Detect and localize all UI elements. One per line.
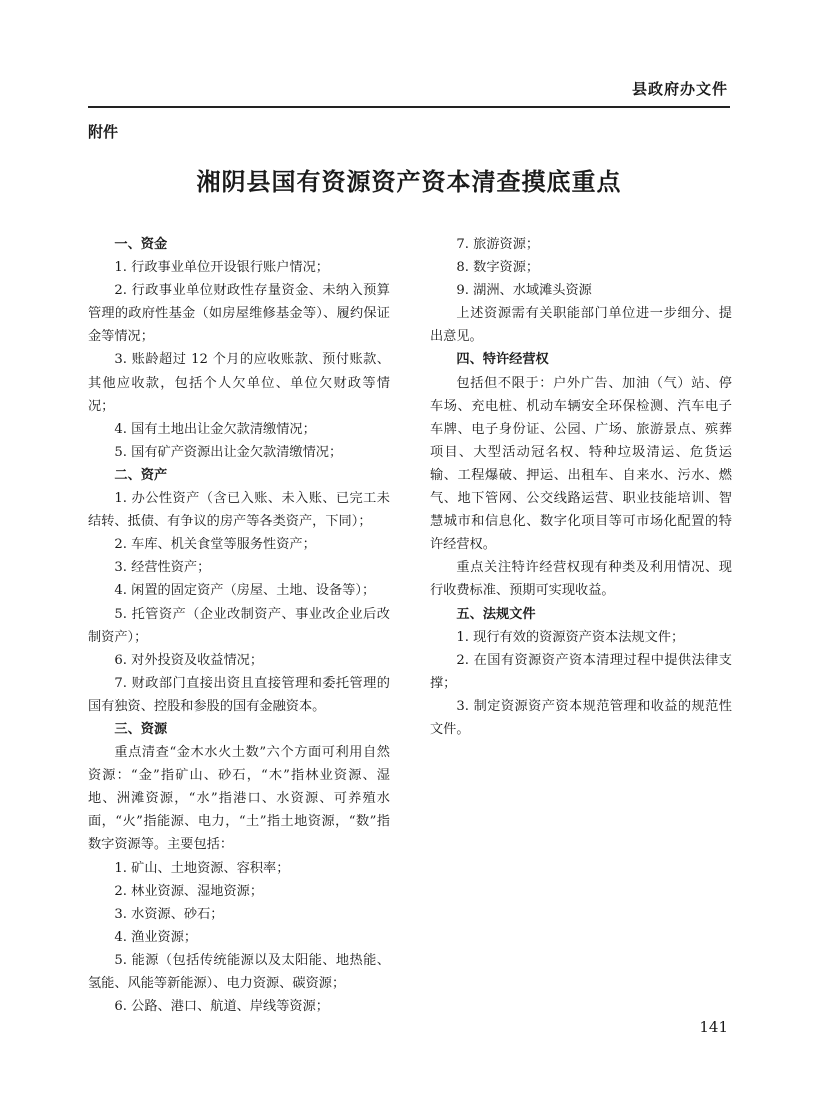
- header-rule: [88, 106, 730, 108]
- paragraph: 包括但不限于：户外广告、加油（气）站、停车场、充电桩、机动车辆安全环保检测、汽车电子车牌、电子身份证、公园、广场、旅游景点、殡葬项目、大型活动冠名权、特种垃圾清运、危货运输、工程爆破、押运、出租车、自来水、污水、燃气、地下管网、公交线路运营、职业技能培训、智慧城市和信息化、数字化项目等可市场化配置的特许经营权。: [430, 375, 732, 553]
- right-column: [430, 233, 732, 741]
- section-heading: 二、资产: [114, 467, 168, 483]
- paragraph: 重点清查“金木水火土数”六个方面可利用自然资源：“金”指矿山、砂石，“木”指林业资源、湿地、洲滩资源，“水”指港口、水资源、可养殖水面，“火”指能源、电力，“土”指土地资源，“数”指数字资源等。主要包括：: [88, 745, 390, 853]
- paragraph: 5. 国有矿产资源出让金欠款清缴情况；: [114, 444, 343, 460]
- paragraph: 1. 矿山、土地资源、容积率；: [114, 860, 290, 876]
- paragraph: 4. 渔业资源；: [114, 929, 198, 945]
- paragraph: 3. 账龄超过 12 个月的应收账款、预付账款、其他应收款，包括个人欠单位、单位欠财政等情况；: [88, 352, 390, 414]
- paragraph: 8. 数字资源；: [456, 260, 540, 276]
- section-heading: 三、资源: [114, 721, 168, 737]
- attachment-label: 附件: [88, 123, 119, 141]
- section-heading: 一、资金: [114, 237, 168, 252]
- paragraph: 6. 公路、港口、航道、岸线等资源；: [114, 999, 329, 1015]
- paragraph: 上述资源需有关职能部门单位进一步细分、提出意见。: [430, 306, 732, 345]
- paragraph: 5. 托管资产（企业改制资产、事业改企业后改制资产）；: [88, 606, 390, 645]
- paragraph: 1. 现行有效的资源资产资本法规文件；: [456, 629, 685, 645]
- paragraph: 3. 经营性资产；: [114, 560, 211, 576]
- paragraph: 3. 制定资源资产资本规范管理和收益的规范性文件。: [430, 698, 732, 737]
- paragraph: 6. 对外投资及收益情况；: [114, 652, 264, 668]
- paragraph: 7. 财政部门直接出资且直接管理和委托管理的国有独资、控股和参股的国有金融资本。: [88, 675, 390, 714]
- left-column: [88, 233, 390, 1018]
- paragraph: 4. 国有土地出让金欠款清缴情况；: [114, 421, 316, 437]
- page-number: 141: [699, 1018, 728, 1036]
- paragraph: 3. 水资源、砂石；: [114, 906, 224, 922]
- paragraph: 9. 湖洲、水域滩头资源: [456, 283, 592, 299]
- document-title: 湘阴县国有资源资产资本清查摸底重点: [196, 167, 622, 196]
- paragraph: 4. 闲置的固定资产（房屋、土地、设备等）；: [114, 583, 376, 599]
- paragraph: 重点关注特许经营权现有种类及利用情况、现行收费标准、预期可实现收益。: [430, 560, 732, 599]
- paragraph: 1. 办公性资产（含已入账、未入账、已完工未结转、抵债、有争议的房产等各类资产，下同）；: [88, 491, 390, 530]
- paragraph: 2. 行政事业单位财政性存量资金、未纳入预算管理的政府性基金（如房屋维修基金等）、履约保证金等情况；: [88, 283, 390, 345]
- paragraph: 2. 车库、机关食堂等服务性资产；: [114, 537, 316, 553]
- section-heading: 五、法规文件: [456, 606, 536, 622]
- section-heading: 四、特许经营权: [456, 352, 549, 368]
- paragraph: 7. 旅游资源；: [456, 237, 540, 252]
- paragraph: 2. 在国有资源资产资本清理过程中提供法律支撑；: [430, 652, 732, 691]
- running-header-title: 县政府办文件: [631, 80, 728, 98]
- paragraph: 1. 行政事业单位开设银行账户情况；: [114, 260, 329, 276]
- paragraph: 5. 能源（包括传统能源以及太阳能、地热能、氢能、风能等新能源）、电力资源、碳资源；: [88, 952, 390, 991]
- paragraph: 2. 林业资源、湿地资源；: [114, 883, 264, 899]
